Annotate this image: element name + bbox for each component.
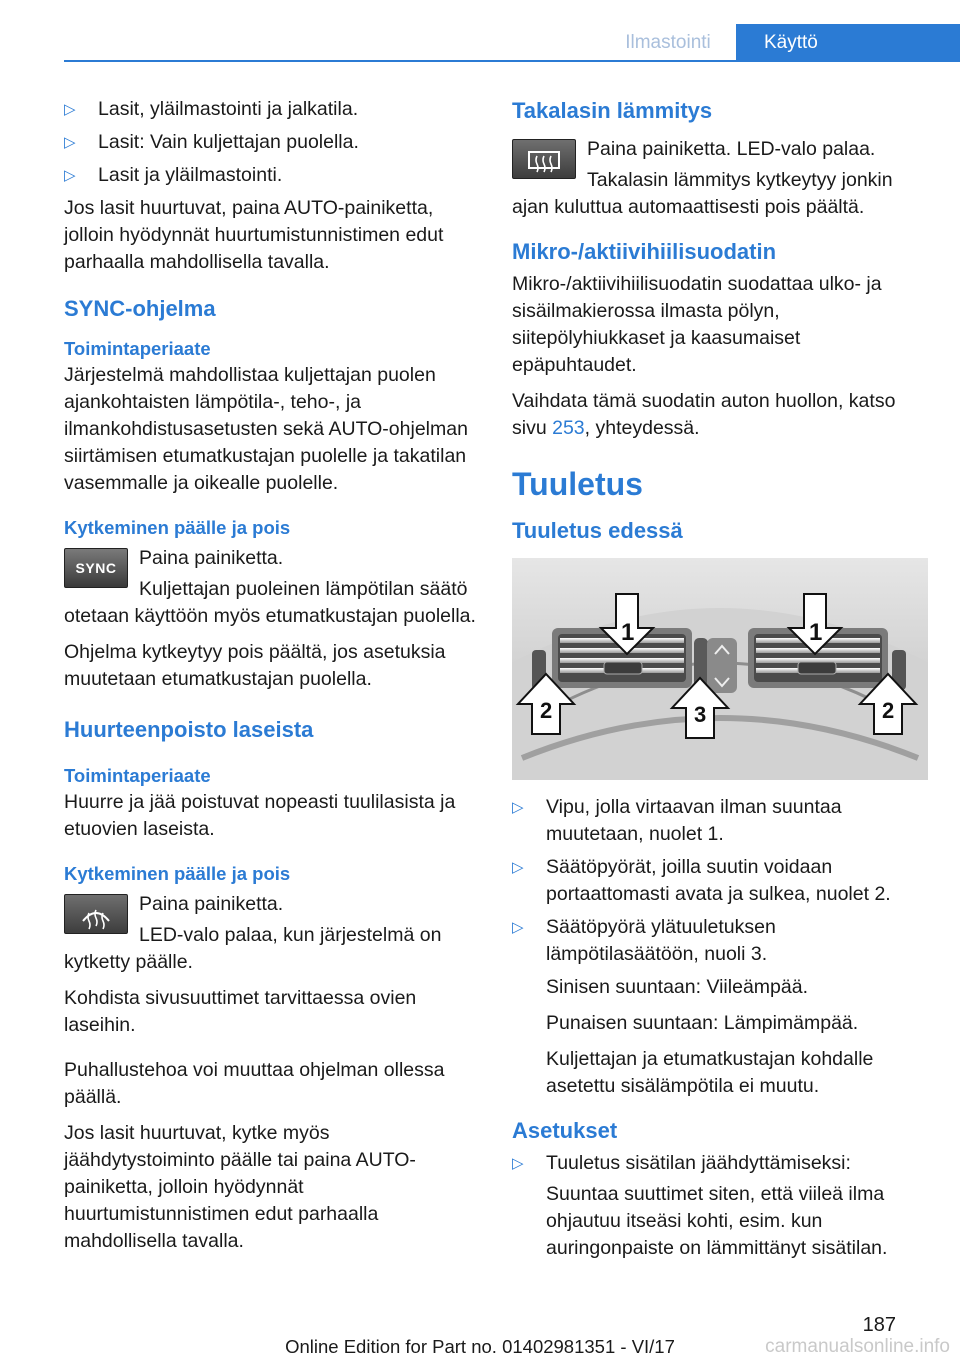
paragraph: Punaisen suuntaan: Lämpimämpää.	[546, 1012, 859, 1034]
footer-edition: Online Edition for Part no. 01402981351 - VI/17	[285, 1336, 675, 1357]
subtitle: Kytkeminen päälle ja pois	[64, 517, 291, 538]
paragraph: Sinisen suuntaan: Viileämpää.	[546, 976, 808, 998]
bullet-triangle-icon: ▷	[64, 167, 76, 184]
subtitle: Kytkeminen päälle ja pois	[64, 863, 291, 884]
list-item: ▷ Säätöpyörä ylätuuletuksen lämpötilasäätöön, nuoli 3.	[512, 914, 928, 968]
left-column	[64, 96, 480, 1264]
section-title-settings: Asetukset	[512, 1118, 618, 1143]
bullet-triangle-icon: ▷	[512, 919, 524, 936]
bullet-triangle-icon: ▷	[512, 799, 524, 816]
list-item: ▷ Lasit, yläilmastointi ja jalkatila.	[64, 96, 480, 123]
svg-text:1: 1	[809, 619, 823, 646]
paragraph: Ohjelma kytkeytyy pois päältä, jos asetuksia muutetaan etumatkustajan puolella.	[64, 641, 446, 690]
section-title-defog: Huurteenpoisto laseista	[64, 717, 314, 742]
paragraph: Puhallustehoa voi muuttaa ohjelman ollessa päällä.	[64, 1059, 445, 1108]
bullet-triangle-icon: ▷	[512, 1155, 524, 1172]
header-tab-kaytto[interactable]: Käyttö	[736, 24, 960, 61]
paragraph: Vaihdata tämä suodatin auton huollon, katso sivu 253, yhteydessä.	[512, 390, 896, 439]
paragraph: Suuntaa suuttimet siten, että viileä ilma ohjautuu itseäsi kohti, esim. kun auringonpaiste on lämmittänyt sisätilan.	[546, 1183, 888, 1259]
svg-text:1: 1	[621, 619, 635, 646]
page-link-253[interactable]: 253	[552, 417, 585, 439]
paragraph: Mikro-/aktiivihiilisuodatin suodattaa ulko- ja sisäilmakierossa ilmasta pölyn, siitepölyhiukkaset ja kaasumaiset epäpuhtaudet.	[512, 273, 882, 376]
section-title-ventilation: Tuuletus	[512, 466, 643, 502]
paragraph: LED-valo palaa, kun järjestelmä on kytketty päälle.	[64, 924, 442, 973]
subtitle-front-ventilation: Tuuletus edessä	[512, 518, 683, 543]
ventilation-figure	[512, 558, 928, 780]
rear-window-defrost-button-icon	[512, 139, 576, 179]
section-title-rear: Takalasin lämmitys	[512, 98, 713, 123]
paragraph: Jos lasit huurtuvat, paina AUTO-painiketta, jolloin hyödynnät huurtumistunnistimen edut parhaalla mahdollisella tavalla.	[64, 197, 444, 273]
section-title-filter: Mikro-/aktiivihiilisuodatin	[512, 239, 777, 264]
list-item: ▷ Vipu, jolla virtaavan ilman suuntaa muutetaan, nuolet 1.	[512, 794, 928, 848]
list-item: ▷ Lasit: Vain kuljettajan puolella.	[64, 129, 480, 156]
bullet-triangle-icon: ▷	[512, 859, 524, 876]
windshield-defrost-button-icon	[64, 894, 128, 934]
paragraph: Paina painiketta.	[139, 547, 284, 569]
sync-button-icon: SYNC	[64, 548, 128, 588]
right-column	[512, 96, 928, 1271]
paragraph: Paina painiketta. LED-valo palaa.	[587, 138, 876, 160]
list-item: ▷ Säätöpyörät, joilla suutin voidaan portaattomasti avata ja sulkea, nuolet 2.	[512, 854, 928, 908]
section-title-sync: SYNC-ohjelma	[64, 296, 216, 321]
rear-instruction	[512, 136, 928, 221]
subtitle: Toimintaperiaate	[64, 765, 211, 786]
bullet-triangle-icon: ▷	[64, 101, 76, 118]
paragraph: Järjestelmä mahdollistaa kuljettajan puolen ajankohtaisten lämpötila-, teho-, ja ilmankohdistusasetusten sekä AUTO-ohjelman siirtämisen etumatkustajan puolelle ja takatilan vasemmalle ja oikealle puolelle.	[64, 364, 468, 494]
page-number: 187	[862, 1314, 896, 1336]
header-section-label: Ilmastointi	[625, 32, 711, 53]
header-rule	[64, 60, 960, 62]
paragraph: Jos lasit huurtuvat, kytke myös jäähdytystoiminto päälle tai paina AUTO-painiketta, jolloin hyödynnät huurtumistunnistimen edut parhaalla mahdollisella tavalla.	[64, 1122, 416, 1252]
bullet-triangle-icon: ▷	[64, 134, 76, 151]
sync-instruction	[64, 545, 480, 630]
subtitle: Toimintaperiaate	[64, 338, 211, 359]
defog-instruction	[64, 891, 480, 976]
list-item: ▷ Tuuletus sisätilan jäähdyttämiseksi:	[512, 1150, 928, 1177]
paragraph: Huurre ja jää poistuvat nopeasti tuulilasista ja etuovien laseista.	[64, 791, 456, 840]
paragraph: Kohdista sivusuuttimet tarvittaessa ovien laseihin.	[64, 987, 417, 1036]
paragraph: Takalasin lämmitys kytkeytyy jonkin ajan kuluttua automaattisesti pois päältä.	[512, 169, 893, 218]
paragraph: Kuljettajan puoleinen lämpötilan säätö otetaan käyttöön myös etumatkustajan puolella.	[64, 578, 476, 627]
paragraph: Paina painiketta.	[139, 893, 284, 915]
list-item: ▷ Lasit ja yläilmastointi.	[64, 162, 480, 189]
watermark: carmanualsonline.info	[765, 1336, 950, 1357]
paragraph: Kuljettajan ja etumatkustajan kohdalle asetettu sisälämpötila ei muutu.	[546, 1048, 874, 1097]
svg-text:2: 2	[540, 698, 553, 723]
svg-text:2: 2	[882, 698, 895, 723]
svg-text:3: 3	[694, 702, 707, 727]
